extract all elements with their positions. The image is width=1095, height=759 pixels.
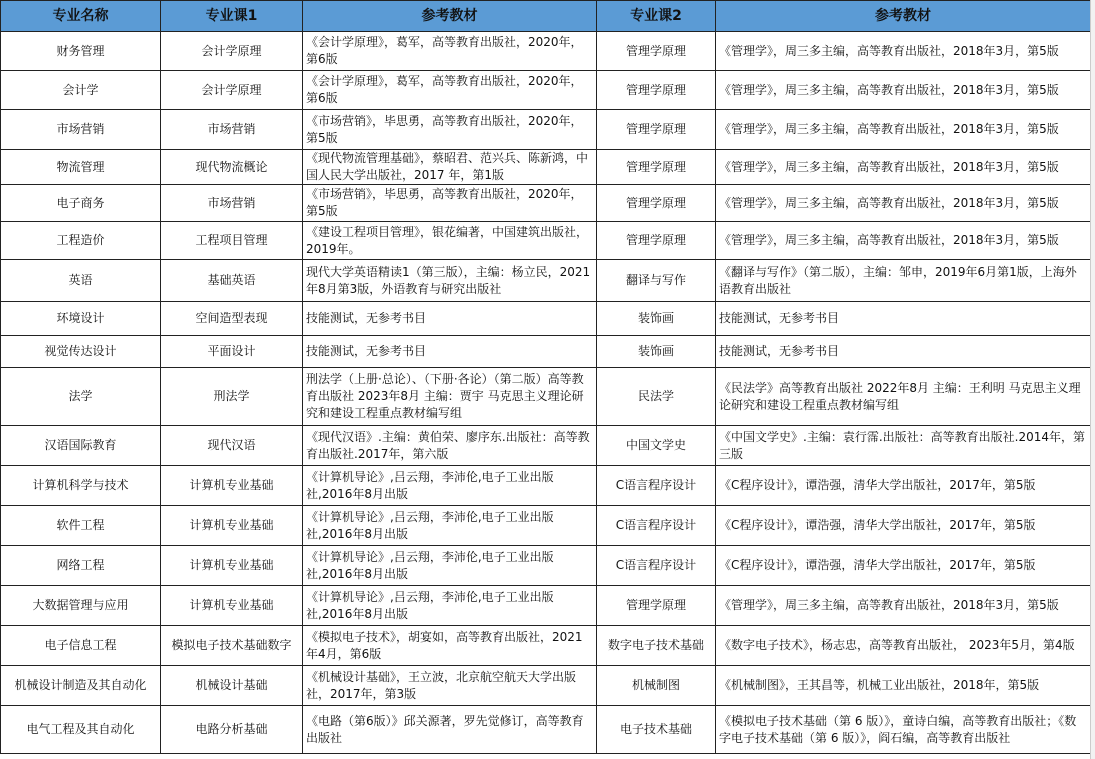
cell-course1[interactable]: 现代汉语 bbox=[161, 426, 303, 466]
cell-course2[interactable]: 民法学 bbox=[597, 368, 716, 426]
table-row bbox=[1, 626, 1091, 666]
cell-course2[interactable]: 翻译与写作 bbox=[597, 260, 716, 302]
cell-course2[interactable]: 管理学原理 bbox=[597, 586, 716, 626]
cell-textbook1[interactable]: 《模拟电子技术》，胡宴如，高等教育出版社，2021年4月，第6版 bbox=[303, 626, 597, 666]
cell-course1[interactable]: 计算机专业基础 bbox=[161, 506, 303, 546]
cell-course2[interactable]: 管理学原理 bbox=[597, 150, 716, 185]
cell-textbook1[interactable]: 《会计学原理》，葛军，高等教育出版社，2020年，第6版 bbox=[303, 71, 597, 110]
cell-textbook1[interactable]: 《计算机导论》,吕云翔，李沛伦,电子工业出版社,2016年8月出版 bbox=[303, 586, 597, 626]
cell-major[interactable]: 电子信息工程 bbox=[1, 626, 161, 666]
cell-textbook2[interactable]: 《模拟电子技术基础（第 6 版）》，童诗白编，高等教育出版社；《数字电子技术基础（第 6 版）》，阎石编，高等教育出版社 bbox=[716, 706, 1091, 754]
cell-course1[interactable]: 平面设计 bbox=[161, 336, 303, 368]
cell-course2[interactable]: C语言程序设计 bbox=[597, 506, 716, 546]
cell-textbook2[interactable]: 技能测试，无参考书目 bbox=[716, 302, 1091, 336]
table-row bbox=[1, 302, 1091, 336]
cell-course1[interactable]: 现代物流概论 bbox=[161, 150, 303, 185]
table-row bbox=[1, 546, 1091, 586]
cell-major[interactable]: 工程造价 bbox=[1, 222, 161, 260]
cell-textbook1[interactable]: 《电路（第6版）》邱关源著，罗先觉修订，高等教育出版社 bbox=[303, 706, 597, 754]
cell-major[interactable]: 英语 bbox=[1, 260, 161, 302]
cell-course2[interactable]: 装饰画 bbox=[597, 302, 716, 336]
cell-course2[interactable]: C语言程序设计 bbox=[597, 466, 716, 506]
cell-textbook2[interactable]: 《管理学》，周三多主编，高等教育出版社，2018年3月，第5版 bbox=[716, 150, 1091, 185]
cell-major[interactable]: 视觉传达设计 bbox=[1, 336, 161, 368]
cell-course1[interactable]: 会计学原理 bbox=[161, 71, 303, 110]
cell-major[interactable]: 市场营销 bbox=[1, 110, 161, 150]
cell-course1[interactable]: 模拟电子技术基础数字 bbox=[161, 626, 303, 666]
table-row bbox=[1, 71, 1091, 110]
cell-textbook1[interactable]: 《市场营销》，毕思勇，高等教育出版社，2020年，第5版 bbox=[303, 185, 597, 222]
cell-course2[interactable]: 管理学原理 bbox=[597, 185, 716, 222]
cell-major[interactable]: 大数据管理与应用 bbox=[1, 586, 161, 626]
cell-major[interactable]: 软件工程 bbox=[1, 506, 161, 546]
cell-major[interactable]: 财务管理 bbox=[1, 32, 161, 71]
cell-course2[interactable]: 电子技术基础 bbox=[597, 706, 716, 754]
cell-textbook2[interactable]: 技能测试，无参考书目 bbox=[716, 336, 1091, 368]
cell-textbook2[interactable]: 《数字电子技术》，杨志忠，高等教育出版社， 2023年5月，第4版 bbox=[716, 626, 1091, 666]
table-row bbox=[1, 150, 1091, 185]
cell-course2[interactable]: 管理学原理 bbox=[597, 71, 716, 110]
cell-textbook2[interactable]: 《中国文学史》.主编：袁行霈.出版社：高等教育出版社.2014年，第三版 bbox=[716, 426, 1091, 466]
cell-course2[interactable]: C语言程序设计 bbox=[597, 546, 716, 586]
cell-textbook2[interactable]: 《管理学》，周三多主编，高等教育出版社，2018年3月，第5版 bbox=[716, 185, 1091, 222]
cell-textbook1[interactable]: 《机械设计基础》，王立波，北京航空航天大学出版社，2017年，第3版 bbox=[303, 666, 597, 706]
cell-textbook2[interactable]: 《C程序设计》，谭浩强，清华大学出版社，2017年，第5版 bbox=[716, 506, 1091, 546]
table-row bbox=[1, 506, 1091, 546]
cell-major[interactable]: 电子商务 bbox=[1, 185, 161, 222]
header-major[interactable]: 专业名称 bbox=[1, 1, 161, 32]
table-row bbox=[1, 222, 1091, 260]
cell-major[interactable]: 汉语国际教育 bbox=[1, 426, 161, 466]
header-course1[interactable]: 专业课1 bbox=[161, 1, 303, 32]
cell-textbook1[interactable]: 《现代汉语》.主编：黄伯荣、廖序东.出版社：高等教育出版社.2017年，第六版 bbox=[303, 426, 597, 466]
cell-textbook2[interactable]: 《管理学》，周三多主编，高等教育出版社，2018年3月，第5版 bbox=[716, 71, 1091, 110]
cell-course2[interactable]: 管理学原理 bbox=[597, 222, 716, 260]
table-row bbox=[1, 368, 1091, 426]
cell-major[interactable]: 电气工程及其自动化 bbox=[1, 706, 161, 754]
cell-major[interactable]: 法学 bbox=[1, 368, 161, 426]
table-row bbox=[1, 706, 1091, 754]
cell-course1[interactable]: 基础英语 bbox=[161, 260, 303, 302]
cell-course1[interactable]: 机械设计基础 bbox=[161, 666, 303, 706]
cell-textbook1[interactable]: 《计算机导论》,吕云翔，李沛伦,电子工业出版社,2016年8月出版 bbox=[303, 546, 597, 586]
cell-textbook1[interactable]: 《计算机导论》,吕云翔，李沛伦,电子工业出版社,2016年8月出版 bbox=[303, 506, 597, 546]
table-row bbox=[1, 466, 1091, 506]
cell-textbook2[interactable]: 《翻译与写作》（第二版），主编：邹申，2019年6月第1版，上海外语教育出版社 bbox=[716, 260, 1091, 302]
cell-course2[interactable]: 数字电子技术基础 bbox=[597, 626, 716, 666]
cell-textbook2[interactable]: 《管理学》，周三多主编，高等教育出版社，2018年3月，第5版 bbox=[716, 32, 1091, 71]
cell-course1[interactable]: 计算机专业基础 bbox=[161, 466, 303, 506]
cell-course2[interactable]: 机械制图 bbox=[597, 666, 716, 706]
cell-textbook1[interactable]: 《市场营销》，毕思勇，高等教育出版社，2020年，第5版 bbox=[303, 110, 597, 150]
table-row bbox=[1, 426, 1091, 466]
cell-textbook2[interactable]: 《管理学》，周三多主编，高等教育出版社，2018年3月，第5版 bbox=[716, 222, 1091, 260]
cell-major[interactable]: 计算机科学与技术 bbox=[1, 466, 161, 506]
cell-course2[interactable]: 管理学原理 bbox=[597, 32, 716, 71]
cell-textbook1[interactable]: 现代大学英语精读1（第三版），主编：杨立民，2021年8月第3版，外语教育与研究出版社 bbox=[303, 260, 597, 302]
cell-textbook2[interactable]: 《管理学》，周三多主编，高等教育出版社，2018年3月，第5版 bbox=[716, 110, 1091, 150]
table-row bbox=[1, 185, 1091, 222]
sheet-edge bbox=[1090, 0, 1095, 759]
cell-course1[interactable]: 市场营销 bbox=[161, 185, 303, 222]
table-row bbox=[1, 336, 1091, 368]
cell-textbook2[interactable]: 《管理学》，周三多主编，高等教育出版社，2018年3月，第5版 bbox=[716, 586, 1091, 626]
table-row bbox=[1, 32, 1091, 71]
table-row bbox=[1, 586, 1091, 626]
cell-course1[interactable]: 刑法学 bbox=[161, 368, 303, 426]
cell-course2[interactable]: 装饰画 bbox=[597, 336, 716, 368]
cell-major[interactable]: 环境设计 bbox=[1, 302, 161, 336]
header-textbook1[interactable]: 参考教材 bbox=[303, 1, 597, 32]
table-row bbox=[1, 260, 1091, 302]
cell-textbook1[interactable]: 《会计学原理》，葛军，高等教育出版社，2020年，第6版 bbox=[303, 32, 597, 71]
cell-textbook1[interactable]: 《计算机导论》,吕云翔，李沛伦,电子工业出版社,2016年8月出版 bbox=[303, 466, 597, 506]
cell-course1[interactable]: 工程项目管理 bbox=[161, 222, 303, 260]
cell-textbook2[interactable]: 《机械制图》，王其昌等，机械工业出版社，2018年，第5版 bbox=[716, 666, 1091, 706]
cell-textbook1[interactable]: 《现代物流管理基础》，蔡昭君、范兴兵、陈新鸿，中国人民大学出版社，2017 年，第1版 bbox=[303, 150, 597, 185]
cell-textbook1[interactable]: 技能测试，无参考书目 bbox=[303, 302, 597, 336]
cell-major[interactable]: 机械设计制造及其自动化 bbox=[1, 666, 161, 706]
cell-course1[interactable]: 空间造型表现 bbox=[161, 302, 303, 336]
cell-textbook1[interactable]: 刑法学（上册·总论）、（下册·各论）（第二版）高等教育出版社 2023年8月 主编：贾宇 马克思主义理论研究和建设工程重点教材编写组 bbox=[303, 368, 597, 426]
cell-textbook1[interactable]: 技能测试，无参考书目 bbox=[303, 336, 597, 368]
cell-major[interactable]: 物流管理 bbox=[1, 150, 161, 185]
cell-textbook2[interactable]: 《C程序设计》，谭浩强，清华大学出版社，2017年，第5版 bbox=[716, 466, 1091, 506]
table-row bbox=[1, 110, 1091, 150]
cell-course2[interactable]: 中国文学史 bbox=[597, 426, 716, 466]
header-course2[interactable]: 专业课2 bbox=[597, 1, 716, 32]
cell-course1[interactable]: 会计学原理 bbox=[161, 32, 303, 71]
cell-textbook2[interactable]: 《民法学》高等教育出版社 2022年8月 主编：王利明 马克思主义理论研究和建设工程重点教材编写组 bbox=[716, 368, 1091, 426]
cell-course1[interactable]: 计算机专业基础 bbox=[161, 586, 303, 626]
cell-course1[interactable]: 市场营销 bbox=[161, 110, 303, 150]
cell-textbook2[interactable]: 《C程序设计》，谭浩强，清华大学出版社，2017年，第5版 bbox=[716, 546, 1091, 586]
cell-major[interactable]: 会计学 bbox=[1, 71, 161, 110]
cell-course1[interactable]: 计算机专业基础 bbox=[161, 546, 303, 586]
table-row bbox=[1, 666, 1091, 706]
cell-textbook1[interactable]: 《建设工程项目管理》，银花编著，中国建筑出版社，2019年。 bbox=[303, 222, 597, 260]
header-row bbox=[1, 1, 1091, 32]
cell-course2[interactable]: 管理学原理 bbox=[597, 110, 716, 150]
header-textbook2[interactable]: 参考教材 bbox=[716, 1, 1091, 32]
cell-course1[interactable]: 电路分析基础 bbox=[161, 706, 303, 754]
cell-major[interactable]: 网络工程 bbox=[1, 546, 161, 586]
